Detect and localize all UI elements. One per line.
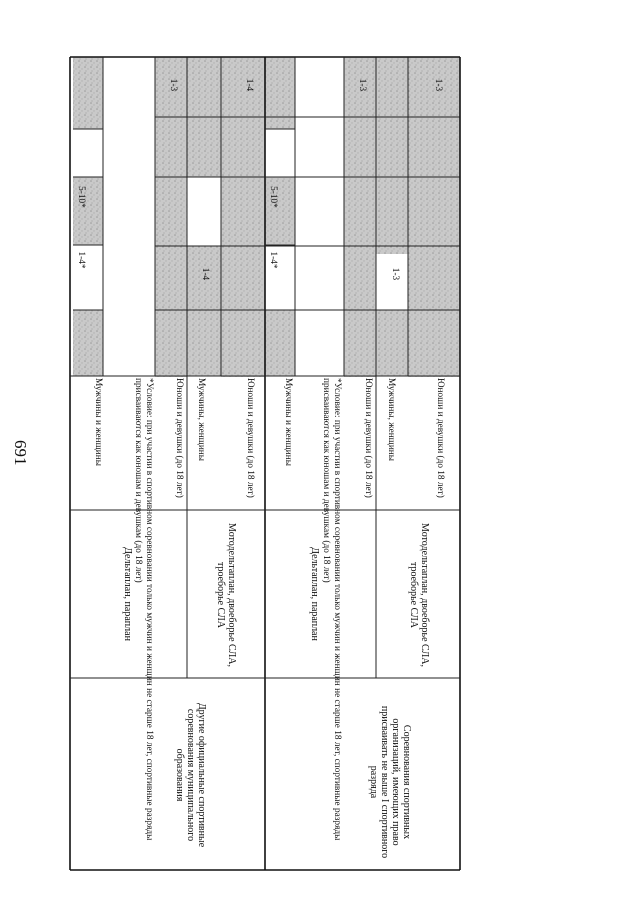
discipline-3: Дельтаплан, параплан bbox=[309, 547, 320, 641]
value-1-3-5: 1-3 bbox=[433, 78, 443, 92]
group-youth-4: Юноши и девушки (до 18 лет) bbox=[435, 378, 445, 498]
note-1: *Условие: при участии в спортивном соревновании только мужчин и женщин не старше 18 лет, спортивные разряды присваиваются как юношам и девушкам (до 18 лет) bbox=[133, 378, 154, 841]
page-number: 691 bbox=[11, 440, 30, 466]
value-1-3-3: 1-3 bbox=[357, 78, 367, 92]
note-2: *Условие: при участии в спортивном соревновании только мужчин и женщин не старше 18 лет, спортивные разряды присваиваются как юношам и девушкам (до 18 лет) bbox=[321, 378, 342, 841]
group-men-women-3: Мужчины и женщины bbox=[283, 378, 293, 467]
discipline-1: Дельтаплан, парaплан bbox=[122, 547, 133, 641]
discipline-4: Мотодельтаплан, двоеборье СЛА, троеборье СЛА bbox=[408, 523, 430, 667]
competition-1: Другие официальные спортивные соревнования муниципального образования bbox=[174, 702, 207, 848]
value-5-10-star-1: 5-10* bbox=[76, 186, 86, 208]
value-1-4-2: 1-4 bbox=[200, 267, 210, 281]
group-youth-2: Юноши и девушки (до 18 лет) bbox=[245, 378, 255, 498]
group-men-women-1: Мужчины и женщины bbox=[93, 378, 103, 467]
discipline-2: Мотодельтаплан, двоеборье СЛА, троеборье СЛА bbox=[215, 523, 237, 667]
group-youth-1: Юноши и девушки (до 18 лет) bbox=[174, 378, 184, 498]
group-men-women-2: Мужчины, женщины bbox=[196, 378, 206, 462]
value-1-3-1: 1-3 bbox=[168, 78, 178, 92]
group-youth-3: Юноши и девушки (до 18 лет) bbox=[363, 378, 373, 498]
competition-2: Соревнования спортивных организаций, имеющих право присваивать не выше I спортивного разряда bbox=[368, 705, 412, 859]
value-1-4-star-3: 1-4* bbox=[268, 251, 278, 269]
value-1-4-star-1: 1-4* bbox=[76, 251, 86, 269]
value-1-3-4: 1-3 bbox=[390, 267, 400, 281]
value-5-10-star-3: 5-10* bbox=[268, 186, 278, 208]
group-men-women-4: Мужчины, женщины bbox=[386, 378, 396, 462]
value-1-4-3: 1-4 bbox=[244, 78, 254, 92]
